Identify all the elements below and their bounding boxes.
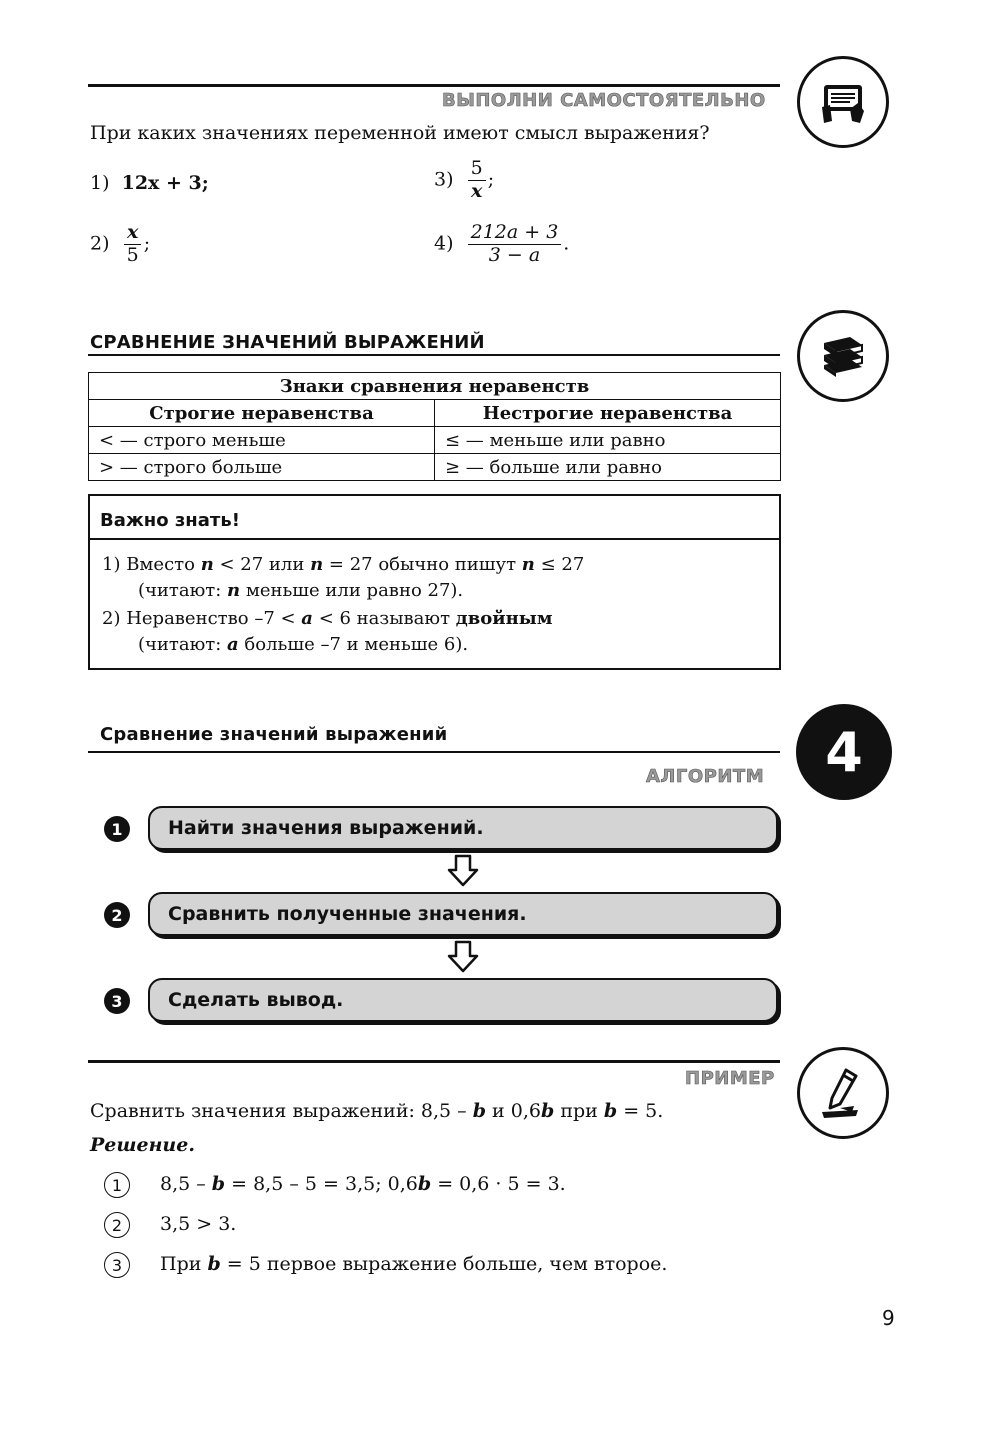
task-num: 3) [434, 168, 454, 191]
step-number: 1 [104, 816, 130, 842]
important-line-1: 1) Вместо n < 27 или n = 27 обычно пишут n ≤ 27 [102, 554, 585, 575]
algorithm-step [148, 892, 778, 936]
algorithm-step [148, 978, 778, 1022]
table-title: Знаки сравнения неравенств [89, 373, 781, 400]
solution-title: Решение. [90, 1134, 195, 1156]
example-step: 3,5 > 3. [160, 1213, 237, 1235]
example-task: Сравнить значения выражений: 8,5 – b и 0,6b при b = 5. [90, 1100, 664, 1122]
numerator: 5 [468, 158, 486, 181]
algorithm-step [148, 806, 778, 850]
algorithm-rule [88, 751, 780, 753]
denominator: 3 − a [488, 243, 541, 266]
numerator: 212a + 3 [468, 222, 562, 245]
important-divider [90, 538, 779, 540]
pencil-icon [797, 1047, 889, 1139]
important-box [88, 494, 781, 670]
task-item-4 [434, 222, 569, 267]
example-label: ПРИМЕР [685, 1068, 775, 1089]
table-cell: < — строго меньше [89, 427, 435, 454]
tablet-hands-icon [797, 56, 889, 148]
punct: ; [143, 232, 151, 255]
task-num: 4) [434, 232, 454, 255]
example-step-number: 2 [104, 1212, 130, 1238]
comparison-heading: СРАВНЕНИЕ ЗНАЧЕНИЙ ВЫРАЖЕНИЙ [90, 332, 485, 353]
table-row [89, 454, 781, 481]
step-text: Найти значения выражений. [168, 817, 484, 839]
page-number: 9 [882, 1306, 895, 1330]
punct: . [563, 232, 570, 255]
comparison-table [88, 372, 781, 481]
down-arrow-icon [446, 940, 480, 974]
task-item-2 [90, 222, 150, 267]
step-text: Сравнить полученные значения. [168, 903, 527, 925]
important-line-4: (читают: a больше –7 и меньше 6). [138, 634, 469, 655]
step-number: 3 [104, 988, 130, 1014]
table-row [89, 427, 781, 454]
table-cell: ≥ — больше или равно [435, 454, 781, 481]
step-text: Сделать вывод. [168, 989, 344, 1011]
task-item-3 [434, 158, 494, 203]
fraction [468, 158, 486, 203]
task-num: 2) [90, 232, 110, 255]
task-num: 1) [90, 172, 110, 194]
important-title: Важно знать! [100, 510, 240, 531]
badge-number: 4 [825, 720, 863, 784]
fraction [468, 222, 562, 267]
fraction [124, 222, 142, 267]
punct: ; [487, 168, 495, 191]
example-step-number: 1 [104, 1172, 130, 1198]
table-header: Нестрогие неравенства [435, 400, 781, 427]
books-icon [797, 310, 889, 402]
example-step: 8,5 – b = 8,5 – 5 = 3,5; 0,6b = 0,6 · 5 = 3. [160, 1173, 566, 1195]
example-step-number: 3 [104, 1252, 130, 1278]
important-line-2: (читают: n меньше или равно 27). [138, 580, 464, 601]
example-rule [88, 1060, 780, 1063]
algorithm-label: АЛГОРИТМ [646, 766, 765, 787]
algorithm-heading: Сравнение значений выражений [100, 724, 448, 745]
comparison-rule [88, 354, 780, 356]
down-arrow-icon [446, 854, 480, 888]
algorithm-badge [796, 704, 892, 800]
table-cell: ≤ — меньше или равно [435, 427, 781, 454]
task-expr: 12x + 3; [121, 172, 209, 194]
self-work-label: ВЫПОЛНИ САМОСТОЯТЕЛЬНО [442, 90, 766, 111]
example-step: При b = 5 первое выражение больше, чем второе. [160, 1253, 668, 1275]
numerator: x [124, 222, 141, 245]
denominator: 5 [126, 243, 139, 266]
step-number: 2 [104, 902, 130, 928]
important-line-3: 2) Неравенство –7 < a < 6 называют двойным [102, 608, 553, 629]
self-work-question: При каких значениях переменной имеют смысл выражения? [90, 122, 710, 144]
top-rule [88, 84, 780, 87]
table-cell: > — строго больше [89, 454, 435, 481]
table-header: Строгие неравенства [89, 400, 435, 427]
denominator: x [470, 179, 483, 202]
task-item-1 [90, 172, 209, 194]
